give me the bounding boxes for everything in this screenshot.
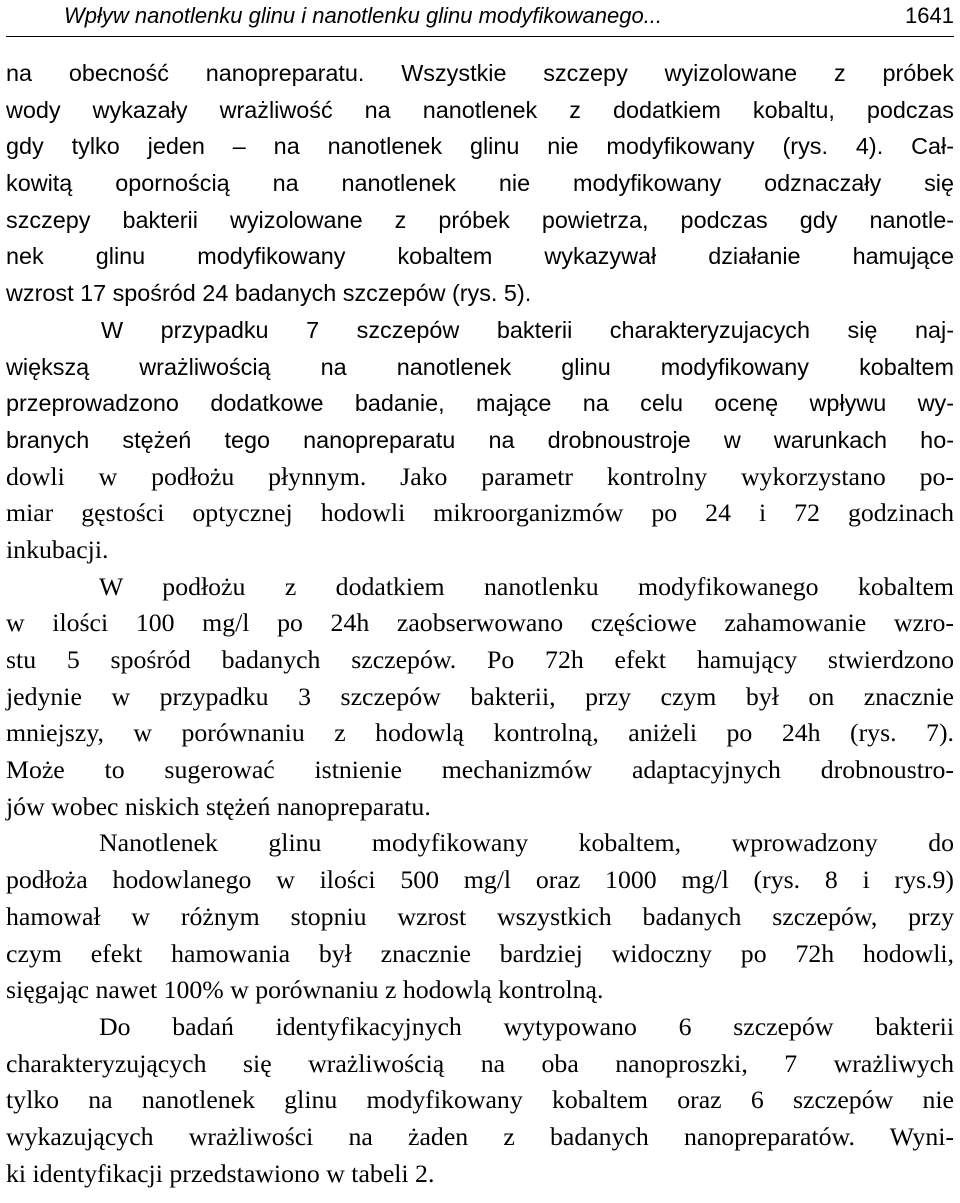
text-line: czym efekt hamowania był znacznie bardziej widoczny po 72h hodowli, bbox=[6, 938, 954, 968]
document-page bbox=[6, 0, 954, 1188]
text-line: wzrost 17 spośród 24 badanych szczepów (rys. 5). bbox=[6, 280, 532, 307]
text-line: miar gęstości optycznej hodowli mikroorganizmów po 24 i 72 godzinach bbox=[6, 498, 954, 528]
text-line: ki identyfikacji przedstawiono w tabeli 2. bbox=[6, 1158, 435, 1188]
paragraph-start-line: W przypadku 7 szczepów bakterii charakteryzujacych się naj- bbox=[101, 316, 954, 343]
text-line: kowitą opornością na nanotlenek nie modyfikowany odznaczały się bbox=[6, 170, 954, 197]
page-number: 1641 bbox=[905, 3, 954, 28]
text-line: przeprowadzono dodatkowe badanie, mające na celu ocenę wpływu wy- bbox=[6, 390, 954, 417]
text-line: większą wrażliwością na nanotlenek glinu modyfikowany kobaltem bbox=[6, 353, 954, 380]
text-line: mniejszy, w porównaniu z hodowlą kontrolną, aniżeli po 24h (rys. 7). bbox=[6, 718, 954, 748]
text-line: sięgając nawet 100% w porównaniu z hodowlą kontrolną. bbox=[6, 975, 604, 1005]
text-line: szczepy bakterii wyizolowane z próbek powietrza, podczas gdy nanotle- bbox=[6, 206, 954, 233]
text-line: jów wobec niskich stężeń nanopreparatu. bbox=[6, 791, 431, 821]
running-header bbox=[6, 0, 954, 37]
text-line: nek glinu modyfikowany kobaltem wykazywał działanie hamujące bbox=[6, 243, 954, 270]
text-line: branych stężeń tego nanopreparatu na drobnoustroje w warunkach ho- bbox=[6, 426, 954, 453]
paragraph-start-line: Nanotlenek glinu modyfikowany kobaltem, wprowadzony do bbox=[99, 828, 954, 858]
text-line: dowli w podłożu płynnym. Jako parametr kontrolny wykorzystano po- bbox=[6, 461, 954, 491]
text-line: gdy tylko jeden – na nanotlenek glinu nie modyfikowany (rys. 4). Cał- bbox=[6, 133, 954, 160]
text-line: hamował w różnym stopniu wzrost wszystkich badanych szczepów, przy bbox=[6, 901, 954, 931]
text-line: tylko na nanotlenek glinu modyfikowany kobaltem oraz 6 szczepów nie bbox=[6, 1085, 954, 1115]
text-line: w ilości 100 mg/l po 24h zaobserwowano częściowe zahamowanie wzro- bbox=[6, 608, 954, 638]
text-line: jedynie w przypadku 3 szczepów bakterii, przy czym był on znacznie bbox=[6, 681, 954, 711]
body-text bbox=[6, 55, 954, 1192]
text-line: stu 5 spośród badanych szczepów. Po 72h efekt hamujący stwierdzono bbox=[6, 645, 954, 674]
paragraph-start-line: Do badań identyfikacyjnych wytypowano 6 szczepów bakterii bbox=[99, 1011, 954, 1041]
text-line: charakteryzujących się wrażliwością na oba nanoproszki, 7 wrażliwych bbox=[6, 1048, 954, 1078]
paragraph-start-line: W podłożu z dodatkiem nanotlenku modyfikowanego kobaltem bbox=[99, 571, 954, 601]
text-line: Może to sugerować istnienie mechanizmów adaptacyjnych drobnoustro- bbox=[6, 755, 954, 785]
text-line: na obecność nanopreparatu. Wszystkie szczepy wyizolowane z próbek bbox=[6, 60, 954, 86]
text-line: wody wykazały wrażliwość na nanotlenek z dodatkiem kobaltu, podczas bbox=[6, 96, 954, 123]
text-line: podłoża hodowlanego w ilości 500 mg/l oraz 1000 mg/l (rys. 8 i rys.9) bbox=[6, 865, 954, 895]
header-title: Wpływ nanotlenku glinu i nanotlenku glinu modyfikowanego... bbox=[64, 3, 663, 28]
text-line: inkubacji. bbox=[6, 534, 109, 564]
text-line: wykazujących wrażliwości na żaden z badanych nanopreparatów. Wyni- bbox=[6, 1121, 954, 1151]
